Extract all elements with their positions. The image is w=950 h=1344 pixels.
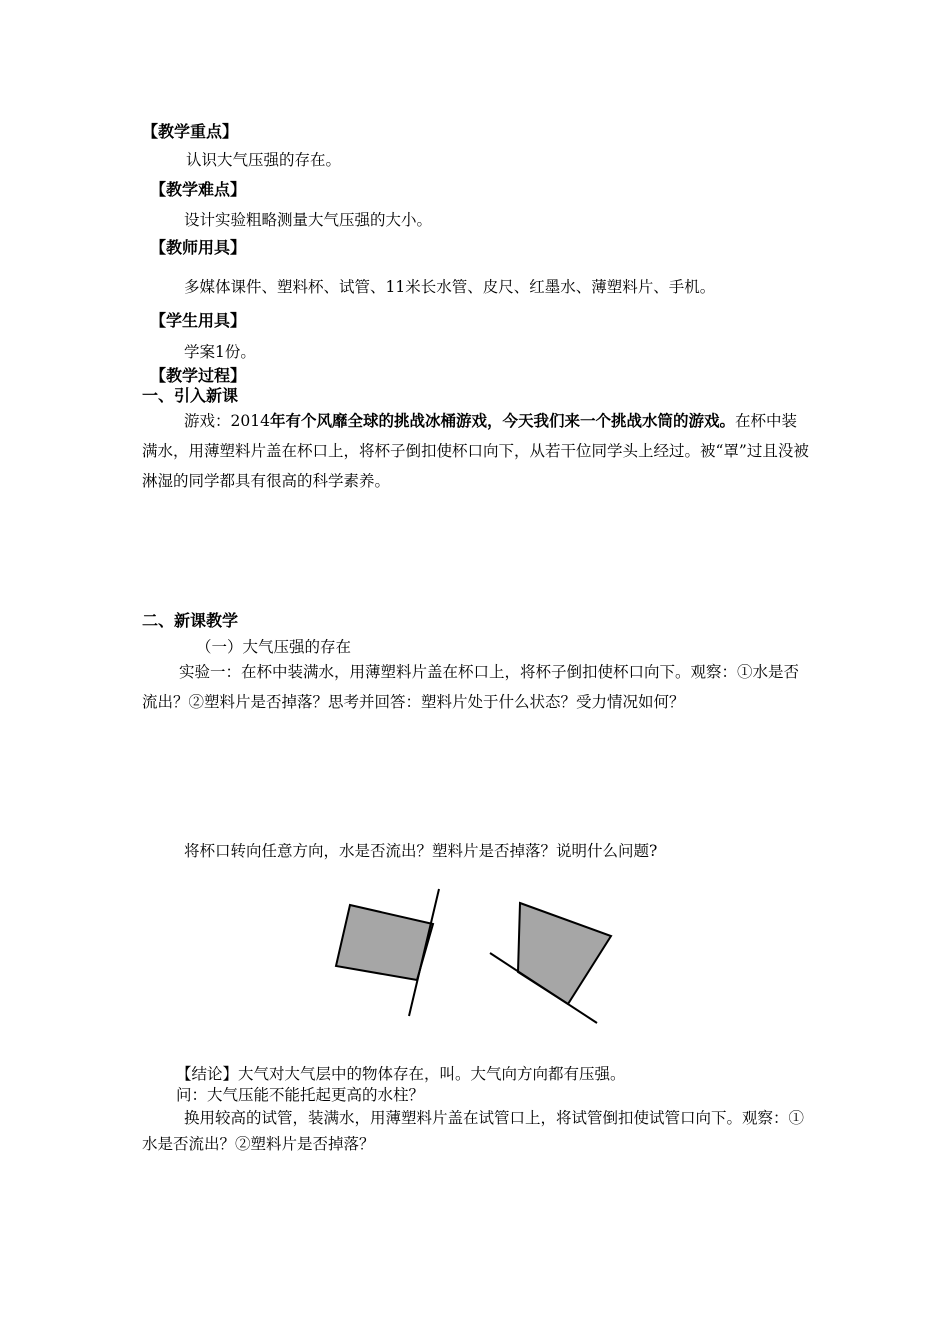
question-text: 问：大气压能不能托起更高的水柱？ bbox=[176, 1086, 425, 1104]
difficulty-text: 设计实验粗略测量大气压强的大小。 bbox=[184, 211, 433, 229]
rotate-question: 将杯口转向任意方向，水是否流出？塑料片是否掉落？说明什么问题? bbox=[184, 842, 658, 860]
game-bold-text: 年有个风靡全球的挑战冰桶游戏，今天我们来一个挑战水筒的游戏。 bbox=[269, 412, 735, 430]
experiment-one-text: 实验一：在杯中装满水，用薄塑料片盖在杯口上，将杯子倒扣使杯口向下。观察：①水是否流出？②塑料片是否掉落？思考并回答：塑料片处于什么状态？受力情况如何？ bbox=[142, 663, 800, 711]
conclusion-label: 【结论】 bbox=[176, 1065, 239, 1083]
subsection-title: （一）大气压强的存在 bbox=[196, 638, 352, 656]
tilted-cup-left bbox=[336, 905, 433, 980]
game-year: 2014 bbox=[230, 412, 270, 430]
game-prefix: 游戏： bbox=[184, 412, 231, 430]
conclusion-text: 大气对大气层中的物体存在，叫。大气向方向都有压强。 bbox=[238, 1065, 626, 1083]
student-tools-text: 学案1份。 bbox=[184, 343, 256, 361]
heading-key-points: 【教学重点】 bbox=[142, 122, 239, 141]
tilted-cup-right bbox=[518, 903, 611, 1004]
heading-intro: 一、引入新课 bbox=[142, 386, 239, 405]
heading-difficulty: 【教学难点】 bbox=[150, 180, 247, 199]
game-rest-text: 在杯中装满水，用薄塑料片盖在杯口上，将杯子倒扣使杯口向下，从若干位同学头上经过。被“罩”过且没被淋湿的同学都具有很高的科学素养。 bbox=[142, 412, 809, 490]
heading-process: 【教学过程】 bbox=[150, 366, 247, 385]
cup-rotation-diagram bbox=[300, 880, 620, 1030]
heading-new-lesson: 二、新课教学 bbox=[142, 611, 239, 630]
game-paragraph bbox=[142, 406, 810, 496]
key-points-text: 认识大气压强的存在。 bbox=[186, 151, 342, 169]
experiment-two-text: 换用较高的试管，装满水，用薄塑料片盖在试管口上，将试管倒扣使试管口向下。观察：①水是否流出？②塑料片是否掉落？ bbox=[142, 1109, 805, 1153]
heading-teacher-tools: 【教师用具】 bbox=[150, 238, 247, 257]
heading-student-tools: 【学生用具】 bbox=[150, 311, 247, 330]
teacher-tools-text: 多媒体课件、塑料杯、试管、11米长水管、皮尺、红墨水、薄塑料片、手机。 bbox=[184, 278, 716, 296]
conclusion bbox=[176, 1064, 626, 1084]
